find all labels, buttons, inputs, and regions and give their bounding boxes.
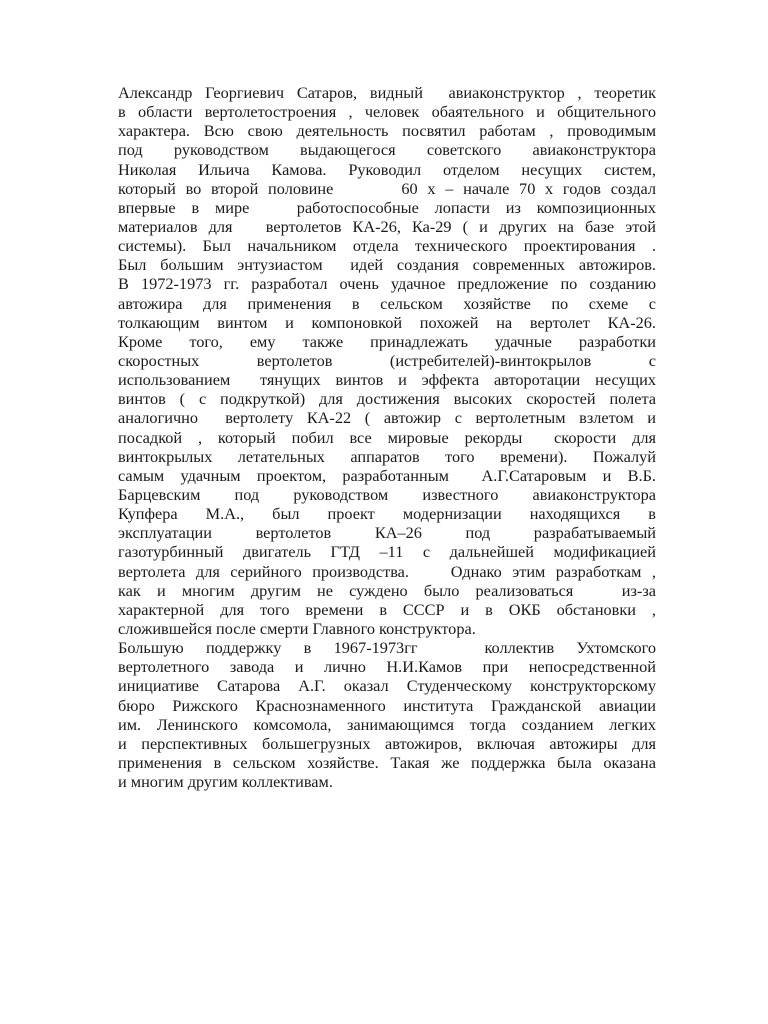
text-line: под руководством выдающегося советского авиаконструктора — [118, 140, 656, 160]
text-line: характера. Всю свою деятельность посвятил работам , проводимым — [118, 121, 656, 141]
text-line: Александр Георгиевич Сатаров, видный авиаконструктор , теоретик — [118, 83, 656, 102]
text-line: толкающим винтом и компоновкой похожей на вертолет КА-26. — [118, 312, 656, 332]
text-line: Николая Ильича Камова. Руководил отделом несущих систем, — [118, 159, 656, 179]
text-line: Купфера М.А., был проект модернизации находящихся в — [118, 504, 656, 524]
text-line: инициативе Сатарова А.Г. оказал Студенческому конструкторскому — [118, 676, 656, 696]
text-line: как и многим другим не суждено было реализоваться из-за — [118, 580, 656, 600]
text-line: системы). Был начальником отдела технического проектирования . — [118, 236, 656, 256]
text-line: Барцевским под руководством известного авиаконструктора — [118, 484, 656, 504]
text-line: эксплуатации вертолетов КА–26 под разрабатываемый — [118, 523, 656, 543]
text-line: В 1972-1973 гг. разработал очень удачное предложение по созданию — [118, 274, 656, 294]
text-line: Кроме того, ему также принадлежать удачные разработки — [118, 331, 656, 351]
text-line: самым удачным проектом, разработанным А.Г.Сатаровым и В.Б. — [118, 465, 656, 485]
text-line: который во второй половине 60 х – начале 70 х годов создал — [118, 178, 656, 198]
text-line: использованием тянущих винтов и эффекта авторотации несущих — [118, 370, 656, 390]
text-line: в области вертолетостроения , человек обаятельного и общительного — [118, 102, 656, 122]
text-line: им. Ленинского комсомола, занимающимся тогда созданием легких — [118, 714, 656, 734]
text-line: Большую поддержку в 1967-1973гг коллектив Ухтомского — [118, 638, 656, 658]
text-line: и перспективных большегрузных автожиров, включая автожиры для — [118, 733, 656, 753]
text-line: сложившейся после смерти Главного конструктора. — [118, 618, 476, 638]
text-line: посадкой , который побил все мировые рекорды скорости для — [118, 427, 656, 447]
text-line: характерной для того времени в СССР и в ОКБ обстановки , — [118, 599, 656, 619]
text-line: бюро Рижского Краснознаменного института Гражданской авиации — [118, 695, 656, 715]
text-line: вертолета для серийного производства. Однако этим разработкам , — [118, 561, 656, 581]
text-line: винтов ( с подкруткой) для достижения высоких скоростей полета — [118, 389, 656, 409]
text-line: материалов для вертолетов КА-26, Ка-29 ( и других на базе этой — [118, 216, 656, 236]
text-line: и многим другим коллективам. — [118, 772, 333, 792]
text-line: применения в сельском хозяйстве. Такая же поддержка была оказана — [118, 752, 656, 772]
text-line: винтокрылых летательных аппаратов того времени). Пожалуй — [118, 446, 656, 466]
text-line: Был большим энтузиастом идей создания современных автожиров. — [118, 255, 656, 275]
text-line: скоростных вертолетов (истребителей)-винтокрылов с — [118, 350, 656, 370]
text-line: газотурбинный двигатель ГТД –11 с дальнейшей модификацией — [118, 542, 656, 562]
text-line: вертолетного завода и лично Н.И.Камов при непосредственной — [118, 657, 656, 677]
text-line: автожира для применения в сельском хозяйстве по схеме с — [118, 293, 656, 313]
text-line: аналогично вертолету КА-22 ( автожир с вертолетным взлетом и — [118, 408, 656, 428]
text-line: впервые в мире работоспособные лопасти из композиционных — [118, 197, 656, 217]
document-body — [118, 83, 656, 791]
